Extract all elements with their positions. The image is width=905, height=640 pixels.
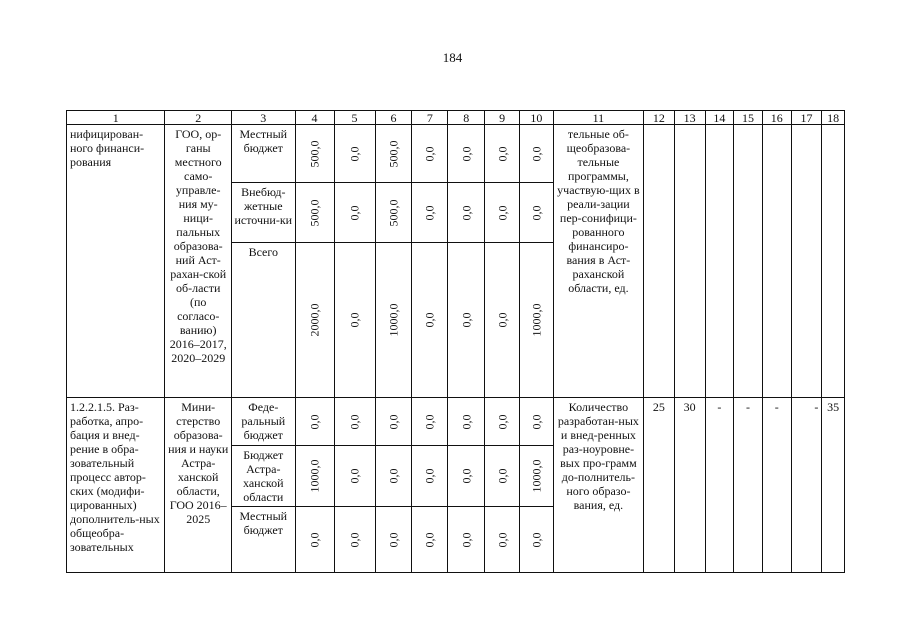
funding-source: Местный бюджет — [232, 125, 296, 183]
program-table — [66, 110, 845, 573]
value-cell: 0,0 — [386, 468, 401, 484]
value-cell: 0,0 — [422, 468, 437, 484]
value-cell: 0,0 — [386, 532, 401, 547]
header-cell: 1 — [67, 111, 165, 125]
target-cell — [644, 125, 675, 398]
measure-name: нифицирован-ного финанси-рования — [67, 125, 165, 398]
value-cell: 0,0 — [347, 205, 362, 220]
header-cell: 18 — [822, 111, 845, 125]
header-row — [67, 111, 845, 125]
funding-source: Феде-ральный бюджет — [232, 398, 296, 446]
value-cell: 0,0 — [495, 414, 510, 429]
value-cell: 0,0 — [495, 312, 510, 328]
header-cell: 14 — [705, 111, 734, 125]
value-cell: 0,0 — [347, 414, 362, 429]
value-cell: 0,0 — [459, 532, 474, 547]
value-cell: 0,0 — [307, 532, 322, 547]
target-cell: - — [791, 398, 822, 573]
value-cell: 0,0 — [495, 532, 510, 547]
funding-source: Местный бюджет — [232, 507, 296, 573]
header-cell: 2 — [165, 111, 232, 125]
value-cell: 0,0 — [459, 146, 474, 161]
value-cell: 0,0 — [459, 312, 474, 328]
value-cell: 0,0 — [307, 414, 322, 429]
page-number: 184 — [442, 50, 463, 65]
value-cell: 0,0 — [422, 205, 437, 220]
value-cell: 0,0 — [529, 146, 544, 161]
value-cell: 0,0 — [347, 532, 362, 547]
value-cell: 0,0 — [347, 146, 362, 161]
value-cell: 0,0 — [459, 205, 474, 220]
value-cell: 2000,0 — [307, 303, 322, 337]
header-cell: 13 — [674, 111, 705, 125]
header-cell: 7 — [412, 111, 448, 125]
value-cell: 0,0 — [422, 532, 437, 547]
header-cell: 10 — [520, 111, 554, 125]
indicator: Количество разработан-ных и внед-ренных раз-ноуровне-вых про-грамм до-полнитель-ного образо-вания, ед. — [553, 398, 643, 573]
value-cell: 0,0 — [529, 205, 544, 220]
target-cell — [705, 125, 734, 398]
funding-source: Внебюд-жетные источни-ки — [232, 183, 296, 243]
value-cell: 0,0 — [422, 414, 437, 429]
executor: Мини-стерство образова-ния и науки Астра-ханской области, ГОО 2016–2025 — [165, 398, 232, 573]
header-cell: 5 — [334, 111, 375, 125]
value-cell: 500,0 — [386, 140, 401, 167]
target-cell: 25 — [644, 398, 675, 573]
header-cell: 6 — [375, 111, 412, 125]
target-cell — [791, 125, 822, 398]
table-row — [67, 398, 845, 446]
table-row — [67, 125, 845, 183]
funding-source: Бюджет Астра-ханской области — [232, 446, 296, 507]
header-cell: 9 — [485, 111, 520, 125]
value-cell: 0,0 — [529, 414, 544, 429]
target-cell — [822, 125, 845, 398]
value-cell: 0,0 — [347, 468, 362, 484]
header-cell: 16 — [762, 111, 791, 125]
value-cell: 0,0 — [529, 532, 544, 547]
value-cell: 0,0 — [495, 146, 510, 161]
target-cell — [674, 125, 705, 398]
value-cell: 1000,0 — [307, 459, 322, 493]
header-cell: 3 — [232, 111, 296, 125]
header-cell: 4 — [295, 111, 334, 125]
value-cell: 0,0 — [386, 414, 401, 429]
header-cell: 12 — [644, 111, 675, 125]
header-cell: 17 — [791, 111, 822, 125]
value-cell: 1000,0 — [386, 303, 401, 337]
value-cell: 0,0 — [459, 468, 474, 484]
header-cell: 8 — [448, 111, 485, 125]
value-cell: 0,0 — [495, 468, 510, 484]
value-cell: 500,0 — [307, 140, 322, 167]
header-cell: 11 — [553, 111, 643, 125]
measure-name: 1.2.2.1.5. Раз-работка, апро-бация и внед-рение в обра-зовательный процесс автор-ских (модифи-цированных) дополнитель-ных общеобра-зовательных — [67, 398, 165, 573]
value-cell: 0,0 — [422, 146, 437, 161]
target-cell: 30 — [674, 398, 705, 573]
target-cell: - — [734, 398, 763, 573]
value-cell: 0,0 — [459, 414, 474, 429]
value-cell: 1000,0 — [529, 459, 544, 493]
value-cell: 1000,0 — [529, 303, 544, 337]
executor: ГОО, ор-ганы местного само-управле-ния му-ници-пальных образова-ний Аст-рахан-ской об-ласти (по согласо-ванию) 2016–2017, 2020–2029 — [165, 125, 232, 398]
value-cell: 500,0 — [307, 199, 322, 226]
header-cell: 15 — [734, 111, 763, 125]
value-cell: 0,0 — [422, 312, 437, 328]
target-cell — [762, 125, 791, 398]
value-cell: 500,0 — [386, 199, 401, 226]
target-cell: 35 — [822, 398, 845, 573]
indicator: тельные об-щеобразова-тельные программы, участвую-щих в реали-зации пер-сонифици-рованного финансиро-вания в Аст-раханской области, ед. — [553, 125, 643, 398]
target-cell: - — [762, 398, 791, 573]
target-cell: - — [705, 398, 734, 573]
value-cell: 0,0 — [347, 312, 362, 328]
target-cell — [734, 125, 763, 398]
value-cell: 0,0 — [495, 205, 510, 220]
funding-source: Всего — [232, 243, 296, 398]
